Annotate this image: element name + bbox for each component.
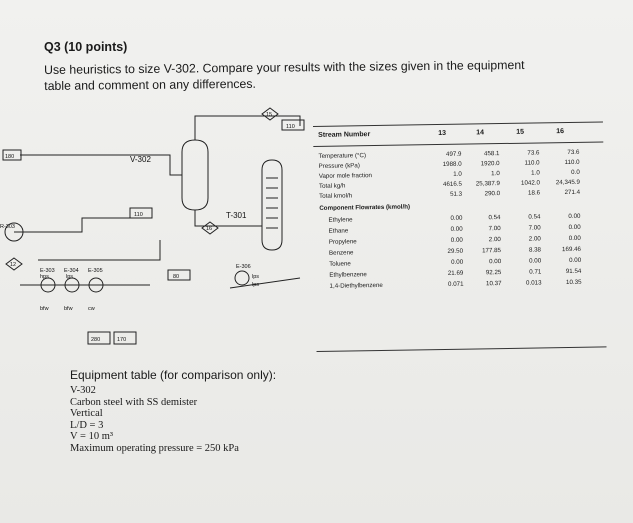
vessel-v302-shape [182, 140, 208, 210]
equipment-table-title: Equipment table (for comparison only): [70, 368, 277, 382]
utility-hps: hps [40, 274, 49, 280]
utility-lps-2: lps [252, 274, 260, 280]
cell: 0.00 [450, 236, 463, 244]
reactor-line [14, 218, 150, 232]
cell: 92.25 [485, 269, 502, 277]
stream-number-label: Stream Number [318, 131, 371, 139]
cell: 0.0 [571, 168, 580, 176]
label-e306: E-306 [236, 264, 251, 270]
table-divider [313, 141, 603, 147]
cell: 7.00 [528, 224, 541, 232]
cell: 10.37 [485, 280, 502, 288]
row-label: Propylene [328, 238, 357, 246]
equipment-line: V-302 [70, 385, 96, 396]
feed-line [20, 155, 182, 175]
stream-number-16: 16 [556, 128, 565, 136]
cell: 110.0 [524, 159, 540, 167]
cell: 0.71 [529, 268, 542, 276]
tag-110-left: 110 [134, 212, 143, 218]
cell: 91.54 [565, 267, 582, 276]
cell: 24,345.9 [555, 178, 580, 187]
cell: 1.0 [491, 170, 500, 178]
cell: 458.1 [483, 150, 500, 158]
exchanger-line [38, 240, 160, 260]
row-label: 1,4-Diethylbenzene [329, 281, 383, 290]
cell: 0.00 [568, 212, 581, 220]
equipment-line: V = 10 m³ [70, 431, 114, 442]
label-t301: T-301 [226, 211, 247, 220]
cell: 25,387.9 [475, 180, 500, 188]
label-v302: V-302 [130, 155, 151, 164]
stream-table [313, 121, 607, 352]
utility-lps-3: lps [252, 282, 260, 288]
equipment-line: Vertical [70, 408, 103, 419]
cell: 110.0 [564, 158, 580, 167]
cell: 271.4 [564, 188, 581, 197]
cell: 0.00 [568, 223, 581, 231]
cell: 290.0 [484, 190, 501, 198]
cell: 1.0 [453, 170, 462, 178]
question-title: Q3 (10 points) [44, 40, 128, 54]
prompt-line-1: Use heuristics to size V-302. Compare your results with the sizes given in the equipment [44, 57, 525, 77]
label-e303: E-303 [40, 268, 55, 274]
cell: 2.00 [528, 235, 541, 243]
row-label: Ethane [328, 227, 349, 235]
cell: 0.071 [447, 280, 464, 288]
process-flow-diagram [0, 100, 320, 360]
cell: 29.50 [447, 247, 464, 255]
cell: 1988.0 [442, 160, 462, 168]
cell: 73.6 [567, 148, 580, 157]
cell: 0.00 [568, 234, 581, 242]
cell: 0.00 [450, 214, 463, 222]
utility-lps-1: lps [66, 274, 74, 280]
row-label: Total kmol/h [319, 192, 353, 200]
cell: 0.00 [529, 257, 542, 265]
cell: 4616.5 [442, 180, 462, 188]
tag-stream-15: 15 [266, 112, 273, 118]
tag-280: 280 [91, 337, 101, 343]
tag-stream-16: 16 [206, 226, 213, 232]
cell: 177.85 [481, 247, 502, 255]
cell: 0.54 [488, 214, 501, 222]
flowsheet-svg [0, 100, 320, 360]
tag-180: 180 [5, 154, 15, 160]
cell: 1042.0 [520, 179, 540, 187]
row-label: Total kg/h [318, 182, 346, 190]
question-prompt [44, 56, 604, 94]
stream-header-row [313, 127, 603, 142]
cell: 169.46 [561, 245, 582, 254]
cell: 1920.0 [480, 160, 500, 168]
row-label: Pressure (kPa) [318, 162, 360, 170]
tag-110-top: 110 [286, 124, 295, 130]
equipment-table [70, 368, 330, 454]
row-label: Benzene [328, 249, 354, 257]
cell: 10.35 [565, 278, 582, 287]
column-t301-shape [262, 160, 282, 250]
cell: 0.00 [451, 258, 464, 266]
cell: 8.38 [528, 246, 542, 254]
cell: 73.6 [527, 149, 540, 157]
cell: 51.3 [449, 190, 463, 198]
cell: 7.00 [488, 225, 501, 233]
cell: 0.00 [450, 225, 463, 233]
cell: 0.00 [489, 258, 502, 266]
cell: 497.9 [445, 150, 462, 158]
row-label: Ethylbenzene [329, 271, 367, 279]
cell: 0.013 [525, 279, 542, 287]
stream-number-15: 15 [516, 128, 525, 136]
component-header-label: Component Flowrates (kmol/h) [319, 203, 411, 212]
cell: 0.00 [569, 256, 582, 264]
tag-stream-12: 12 [10, 262, 17, 268]
cell: 18.6 [527, 189, 541, 197]
cell: 21.69 [447, 269, 464, 277]
cell: 0.54 [528, 213, 541, 221]
utility-cw: cw [88, 306, 95, 312]
equipment-line: Carbon steel with SS demister [70, 396, 198, 408]
tag-170: 170 [117, 337, 127, 343]
stream-number-13: 13 [438, 129, 447, 138]
equipment-line: L/D = 3 [70, 419, 104, 431]
stream-number-14: 14 [476, 129, 485, 137]
label-r303: R-303 [0, 224, 15, 230]
label-e305: E-305 [88, 268, 103, 274]
row-label: Ethylene [328, 216, 353, 224]
utility-bfw-2: bfw [64, 306, 73, 312]
bottoms-line [230, 278, 300, 288]
cell: 1.0 [531, 169, 540, 177]
row-label: Toluene [329, 260, 351, 268]
tag-80: 80 [173, 274, 180, 280]
equipment-line: Maximum operating pressure = 250 kPa [70, 442, 239, 454]
row-label: Vapor mole fraction [318, 172, 373, 180]
label-e304: E-304 [64, 268, 79, 274]
row-label: Temperature (°C) [318, 152, 367, 160]
prompt-line-2: table and comment on any differences. [44, 76, 257, 93]
utility-bfw-1: bfw [40, 306, 49, 312]
cell: 2.00 [488, 236, 501, 244]
exchanger-e306-shape [235, 271, 249, 285]
